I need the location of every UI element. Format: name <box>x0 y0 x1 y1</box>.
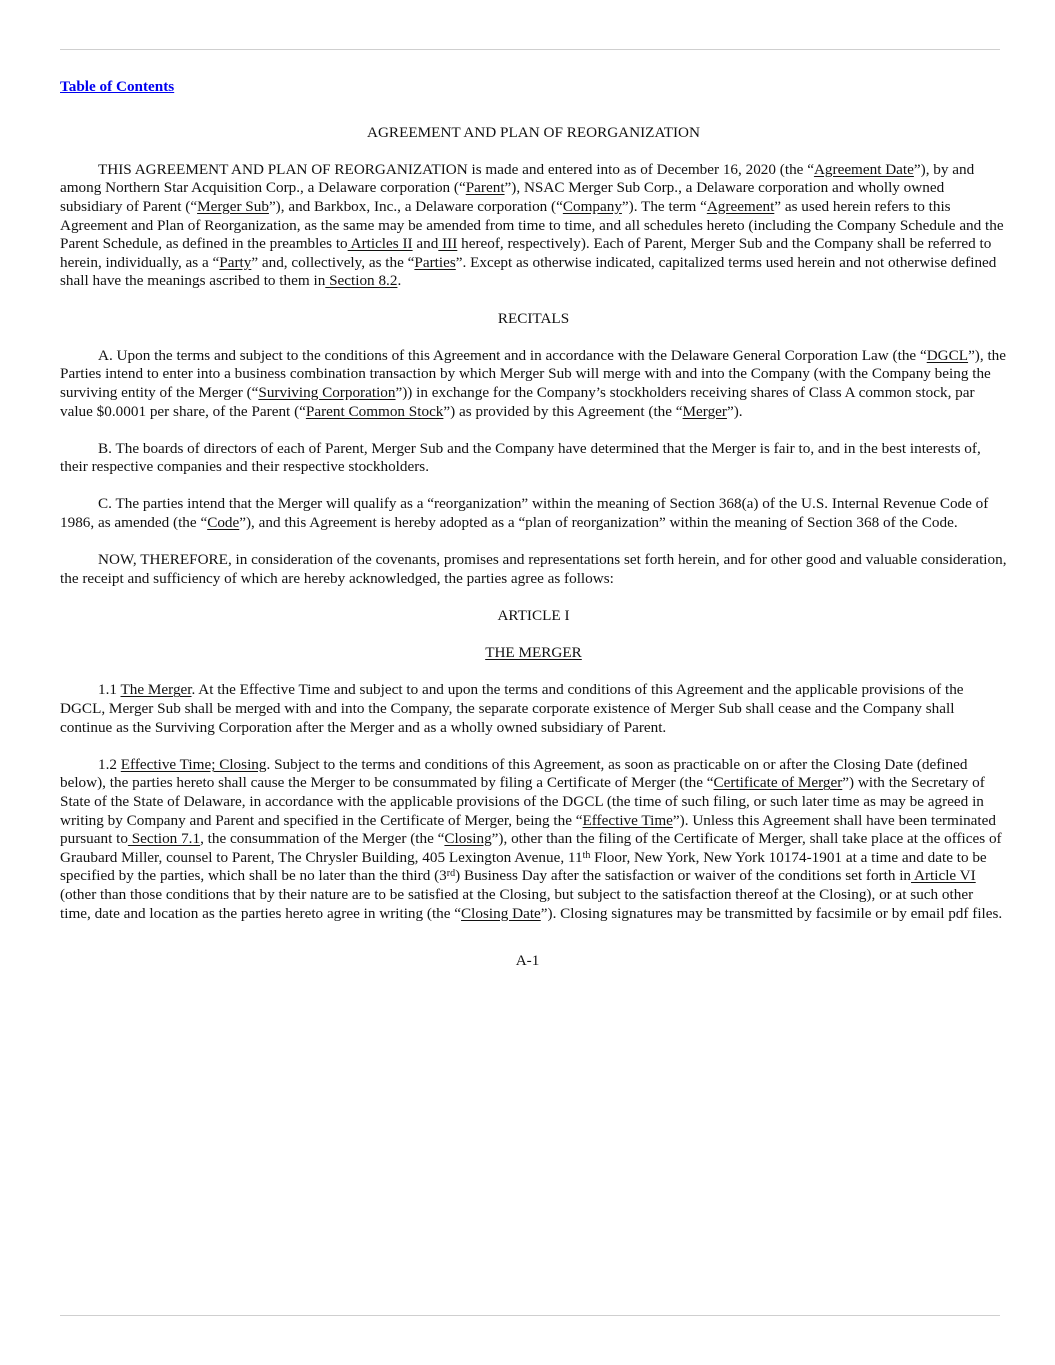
document-content <box>60 78 1007 923</box>
recitals-heading: RECITALS <box>497 309 570 327</box>
bottom-divider <box>60 1315 1000 1316</box>
document-title: AGREEMENT AND PLAN OF REORGANIZATION <box>367 123 700 141</box>
article-heading: ARTICLE I <box>497 607 570 625</box>
now-therefore-paragraph: NOW, THEREFORE, in consideration of the covenants, promises and representations set forth herein, and for other good and valuable consideration, the receipt and sufficiency of which are hereby acknowledged, the parties agree as follows: <box>60 551 1007 587</box>
recital-a: A. Upon the terms and subject to the conditions of this Agreement and in accordance with the Delaware General Corporation Law (the “DGCL”), the Parties intend to enter into a business combination transaction by which Merger Sub will merge with and into the Company (with the Company being the surviving entity of the Merger (“Surviving Corporation”)) in exchange for the Company’s stockholders receiving shares of Class A common stock, par value $0.0001 per share, of the Parent (“Parent Common Stock”) as provided by this Agreement (the “Merger”). <box>60 346 1007 420</box>
recital-b: B. The boards of directors of each of Parent, Merger Sub and the Company have determined that the Merger is fair to, and in the best interests of, their respective companies and their respective stockholders. <box>60 439 981 476</box>
top-divider <box>60 49 1000 50</box>
intro-paragraph: THIS AGREEMENT AND PLAN OF REORGANIZATION is made and entered into as of December 16, 2020 (the “Agreement Date”), by and among Northern Star Acquisition Corp., a Delaware corporation (“Parent”), NSAC Merger Sub Corp., a Delaware corporation and wholly owned subsidiary of Parent (“Merger Sub”), and Barkbox, Inc., a Delaware corporation (“Company”). The term “Agreement” as used herein refers to this Agreement and Plan of Reorganization, as the same may be amended from time to time, and all schedules hereto (including the Company Schedule and the Parent Schedule, as defined in the preambles to Articles II and III hereof, respectively). Each of Parent, Merger Sub and the Company shall be referred to herein, individually, as a “Party” and, collectively, as the “Parties”. Except as otherwise indicated, capitalized terms used herein and not otherwise defined shall have the meanings ascribed to them in Section 8.2. <box>60 160 1004 290</box>
section-1-1: 1.1 The Merger. At the Effective Time and subject to and upon the terms and conditions of this Agreement and the applicable provisions of the DGCL, Merger Sub shall be merged with and into the Company, the separate corporate existence of Merger Sub shall cease and the Company shall continue as the Surviving Corporation after the Merger and as a wholly owned subsidiary of Parent. <box>60 681 964 736</box>
recital-c: C. The parties intend that the Merger will qualify as a “reorganization” within the meaning of Section 368(a) of the U.S. Internal Revenue Code of 1986, as amended (the “Code”), and this Agreement is hereby adopted as a “plan of reorganization” within the meaning of Section 368 of the Code. <box>60 495 989 532</box>
section-1-2: 1.2 Effective Time; Closing. Subject to the terms and conditions of this Agreement, as soon as practicable on or after the Closing Date (defined below), the parties hereto shall cause the Merger to be consummated by filing a Certificate of Merger (the “Certificate of Merger”) with the Secretary of State of the State of Delaware, in accordance with the applicable provisions of the DGCL (the time of such filing, or such later time as may be agreed in writing by Company and Parent and specified in the Certificate of Merger, being the “Effective Time”). Unless this Agreement shall have been terminated pursuant to Section 7.1, the consummation of the Merger (the “Closing”), other than the filing of the Certificate of Merger, shall take place at the offices of Graubard Miller, counsel to Parent, The Chrysler Building, 405 Lexington Avenue, 11th Floor, New York, New York 10174-1901 at a time and date to be specified by the parties, which shall be no later than the third (3rd) Business Day after the satisfaction or waiver of the conditions set forth in Article VI (other than those conditions that by their nature are to be satisfied at the Closing, but subject to the satisfaction thereof at the Closing), or at such other time, date and location as the parties hereto agree in writing (the “Closing Date”). Closing signatures may be transmitted by facsimile or by email pdf files. <box>60 755 1003 922</box>
table-of-contents-link[interactable]: Table of Contents <box>60 78 175 95</box>
page-number: A-1 <box>515 952 540 969</box>
article-subheading: THE MERGER <box>485 644 582 662</box>
